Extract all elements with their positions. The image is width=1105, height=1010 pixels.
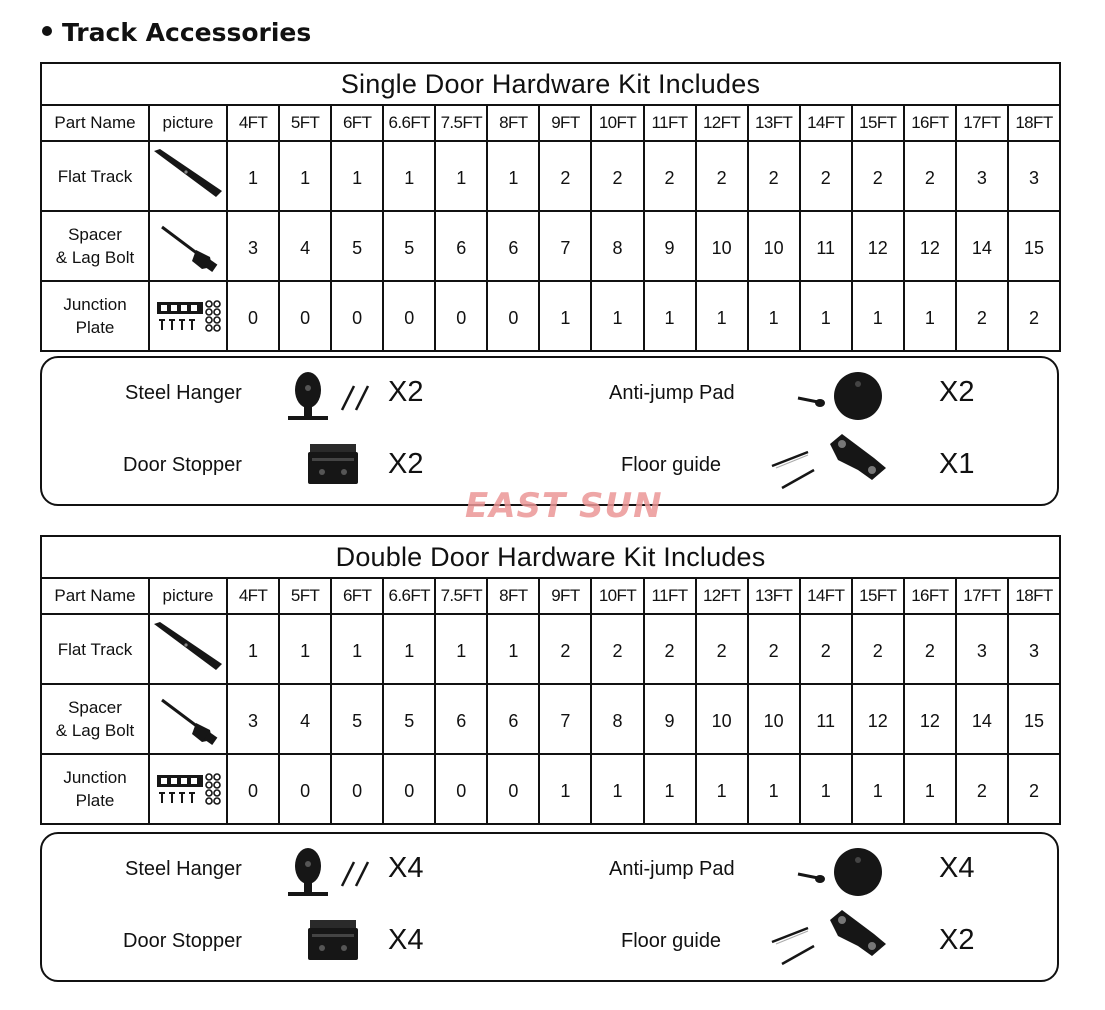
table-row (41, 684, 1060, 754)
table-row (41, 614, 1060, 684)
header-size: 10FT (591, 578, 643, 614)
quantity-cell: 12 (904, 211, 956, 281)
part-name (41, 281, 149, 351)
table-title-row (41, 536, 1060, 578)
steel-hanger-quantity: X2 (388, 376, 424, 408)
header-size: 13FT (748, 105, 800, 141)
quantity-cell: 2 (591, 614, 643, 684)
kit-title: Single Door Hardware Kit Includes (41, 63, 1060, 105)
quantity-cell: 0 (435, 281, 487, 351)
header-part-name: Part Name (41, 105, 149, 141)
steel-hanger-icon (282, 844, 382, 907)
quantity-cell: 2 (904, 614, 956, 684)
part-name (41, 141, 149, 211)
quantity-cell: 12 (852, 211, 904, 281)
junction-plate-icon (150, 769, 226, 809)
quantity-cell: 1 (435, 614, 487, 684)
quantity-cell: 10 (748, 684, 800, 754)
quantity-cell: 2 (800, 614, 852, 684)
steel-hanger-quantity: X4 (388, 852, 424, 884)
header-size: 11FT (644, 578, 696, 614)
quantity-cell: 2 (800, 141, 852, 211)
quantity-cell: 3 (227, 211, 279, 281)
quantity-cell: 5 (383, 684, 435, 754)
quantity-cell: 5 (331, 211, 383, 281)
table-row (41, 141, 1060, 211)
quantity-cell: 1 (383, 614, 435, 684)
quantity-cell: 0 (331, 281, 383, 351)
door-stopper-label: Door Stopper (123, 454, 242, 476)
table-header-row (41, 578, 1060, 614)
quantity-cell: 5 (383, 211, 435, 281)
quantity-cell: 3 (956, 141, 1008, 211)
anti-jump-pad-label: Anti-jump Pad (609, 858, 735, 880)
quantity-cell: 3 (1008, 614, 1060, 684)
quantity-cell: 9 (644, 211, 696, 281)
header-size: 4FT (227, 578, 279, 614)
quantity-cell: 2 (956, 754, 1008, 824)
header-size: 16FT (904, 578, 956, 614)
quantity-cell: 1 (591, 754, 643, 824)
flat-track-icon (150, 620, 226, 678)
single-accessories-box (40, 356, 1059, 506)
quantity-cell: 1 (800, 754, 852, 824)
table-row (41, 281, 1060, 351)
section-heading-text: Track Accessories (62, 18, 312, 47)
quantity-cell: 10 (696, 211, 748, 281)
quantity-cell: 1 (696, 281, 748, 351)
header-size: 4FT (227, 105, 279, 141)
header-size: 15FT (852, 578, 904, 614)
header-size: 14FT (800, 578, 852, 614)
part-picture (149, 754, 227, 824)
steel-hanger-label: Steel Hanger (125, 382, 242, 404)
quantity-cell: 0 (487, 754, 539, 824)
part-name (41, 211, 149, 281)
table-row (41, 211, 1060, 281)
quantity-cell: 2 (696, 614, 748, 684)
header-size: 8FT (487, 105, 539, 141)
bullet-icon (42, 26, 52, 36)
quantity-cell: 8 (591, 211, 643, 281)
header-size: 5FT (279, 578, 331, 614)
quantity-cell: 1 (644, 281, 696, 351)
part-name (41, 684, 149, 754)
quantity-cell: 2 (696, 141, 748, 211)
quantity-cell: 0 (227, 754, 279, 824)
header-size: 10FT (591, 105, 643, 141)
header-size: 6.6FT (383, 105, 435, 141)
quantity-cell: 2 (644, 141, 696, 211)
quantity-cell: 1 (539, 281, 591, 351)
header-size: 18FT (1008, 105, 1060, 141)
part-picture (149, 684, 227, 754)
quantity-cell: 0 (383, 754, 435, 824)
quantity-cell: 4 (279, 211, 331, 281)
quantity-cell: 1 (331, 614, 383, 684)
quantity-cell: 1 (487, 141, 539, 211)
part-picture (149, 614, 227, 684)
quantity-cell: 1 (696, 754, 748, 824)
quantity-cell: 2 (748, 141, 800, 211)
section-heading (42, 18, 311, 47)
double-kit-table (40, 535, 1061, 825)
header-size: 14FT (800, 105, 852, 141)
quantity-cell: 1 (279, 614, 331, 684)
header-size: 15FT (852, 105, 904, 141)
quantity-cell: 2 (539, 141, 591, 211)
header-size: 8FT (487, 578, 539, 614)
header-size: 5FT (279, 105, 331, 141)
quantity-cell: 2 (1008, 754, 1060, 824)
quantity-cell: 0 (487, 281, 539, 351)
quantity-cell: 14 (956, 684, 1008, 754)
header-size: 6.6FT (383, 578, 435, 614)
part-picture (149, 281, 227, 351)
quantity-cell: 0 (279, 754, 331, 824)
quantity-cell: 2 (591, 141, 643, 211)
quantity-cell: 5 (331, 684, 383, 754)
part-name (41, 754, 149, 824)
floor-guide-icon (768, 906, 888, 975)
door-stopper-quantity: X4 (388, 924, 424, 956)
door-stopper-icon (304, 440, 364, 495)
part-name-text: Junction Plate (63, 768, 127, 810)
anti-jump-pad-icon (790, 842, 890, 905)
flat-track-icon (150, 147, 226, 205)
quantity-cell: 1 (748, 754, 800, 824)
floor-guide-quantity: X2 (939, 924, 975, 956)
kit-title: Double Door Hardware Kit Includes (41, 536, 1060, 578)
header-size: 7.5FT (435, 105, 487, 141)
quantity-cell: 11 (800, 211, 852, 281)
part-picture (149, 211, 227, 281)
anti-jump-pad-icon (790, 366, 890, 429)
quantity-cell: 1 (644, 754, 696, 824)
header-size: 16FT (904, 105, 956, 141)
quantity-cell: 6 (435, 211, 487, 281)
quantity-cell: 11 (800, 684, 852, 754)
quantity-cell: 15 (1008, 684, 1060, 754)
table-header-row (41, 105, 1060, 141)
quantity-cell: 7 (539, 684, 591, 754)
header-size: 12FT (696, 105, 748, 141)
watermark: EAST SUN (465, 486, 663, 526)
quantity-cell: 1 (904, 281, 956, 351)
quantity-cell: 2 (1008, 281, 1060, 351)
quantity-cell: 2 (904, 141, 956, 211)
quantity-cell: 2 (644, 614, 696, 684)
single-kit-table (40, 62, 1061, 352)
quantity-cell: 7 (539, 211, 591, 281)
junction-plate-icon (150, 296, 226, 336)
quantity-cell: 0 (279, 281, 331, 351)
quantity-cell: 12 (852, 684, 904, 754)
floor-guide-label: Floor guide (621, 930, 722, 952)
table-title-row (41, 63, 1060, 105)
spacer-lag-bolt-icon (150, 217, 226, 275)
quantity-cell: 1 (383, 141, 435, 211)
quantity-cell: 14 (956, 211, 1008, 281)
quantity-cell: 6 (487, 211, 539, 281)
quantity-cell: 1 (487, 614, 539, 684)
quantity-cell: 15 (1008, 211, 1060, 281)
door-stopper-label: Door Stopper (123, 930, 242, 952)
header-size: 11FT (644, 105, 696, 141)
quantity-cell: 1 (904, 754, 956, 824)
part-name-text: Junction Plate (63, 295, 127, 337)
quantity-cell: 1 (227, 614, 279, 684)
header-picture: picture (149, 578, 227, 614)
part-name-text: Flat Track (57, 166, 133, 186)
door-stopper-quantity: X2 (388, 448, 424, 480)
quantity-cell: 6 (487, 684, 539, 754)
quantity-cell: 3 (956, 614, 1008, 684)
spacer-lag-bolt-icon (150, 690, 226, 748)
header-size: 13FT (748, 578, 800, 614)
quantity-cell: 1 (539, 754, 591, 824)
header-size: 17FT (956, 578, 1008, 614)
quantity-cell: 1 (591, 281, 643, 351)
steel-hanger-label: Steel Hanger (125, 858, 242, 880)
header-size: 17FT (956, 105, 1008, 141)
part-name-text: Spacer & Lag Bolt (55, 225, 135, 267)
header-part-name: Part Name (41, 578, 149, 614)
header-size: 9FT (539, 578, 591, 614)
steel-hanger-icon (282, 368, 382, 431)
anti-jump-pad-quantity: X2 (939, 376, 975, 408)
header-picture: picture (149, 105, 227, 141)
table-row (41, 754, 1060, 824)
quantity-cell: 2 (852, 614, 904, 684)
header-size: 12FT (696, 578, 748, 614)
quantity-cell: 1 (852, 754, 904, 824)
quantity-cell: 2 (852, 141, 904, 211)
quantity-cell: 0 (383, 281, 435, 351)
header-size: 9FT (539, 105, 591, 141)
part-name-text: Spacer & Lag Bolt (55, 698, 135, 740)
quantity-cell: 4 (279, 684, 331, 754)
quantity-cell: 1 (279, 141, 331, 211)
quantity-cell: 1 (748, 281, 800, 351)
quantity-cell: 9 (644, 684, 696, 754)
quantity-cell: 6 (435, 684, 487, 754)
quantity-cell: 0 (331, 754, 383, 824)
quantity-cell: 3 (1008, 141, 1060, 211)
double-accessories-box (40, 832, 1059, 982)
floor-guide-quantity: X1 (939, 448, 975, 480)
header-size: 18FT (1008, 578, 1060, 614)
part-name-text: Flat Track (57, 639, 133, 659)
quantity-cell: 2 (956, 281, 1008, 351)
part-name (41, 614, 149, 684)
quantity-cell: 8 (591, 684, 643, 754)
quantity-cell: 3 (227, 684, 279, 754)
header-size: 6FT (331, 105, 383, 141)
quantity-cell: 2 (748, 614, 800, 684)
quantity-cell: 10 (696, 684, 748, 754)
part-picture (149, 141, 227, 211)
quantity-cell: 0 (227, 281, 279, 351)
quantity-cell: 1 (852, 281, 904, 351)
door-stopper-icon (304, 916, 364, 971)
quantity-cell: 2 (539, 614, 591, 684)
anti-jump-pad-quantity: X4 (939, 852, 975, 884)
header-size: 6FT (331, 578, 383, 614)
header-size: 7.5FT (435, 578, 487, 614)
quantity-cell: 10 (748, 211, 800, 281)
floor-guide-icon (768, 430, 888, 499)
quantity-cell: 12 (904, 684, 956, 754)
quantity-cell: 1 (227, 141, 279, 211)
quantity-cell: 0 (435, 754, 487, 824)
quantity-cell: 1 (800, 281, 852, 351)
quantity-cell: 1 (435, 141, 487, 211)
quantity-cell: 1 (331, 141, 383, 211)
anti-jump-pad-label: Anti-jump Pad (609, 382, 735, 404)
floor-guide-label: Floor guide (621, 454, 722, 476)
